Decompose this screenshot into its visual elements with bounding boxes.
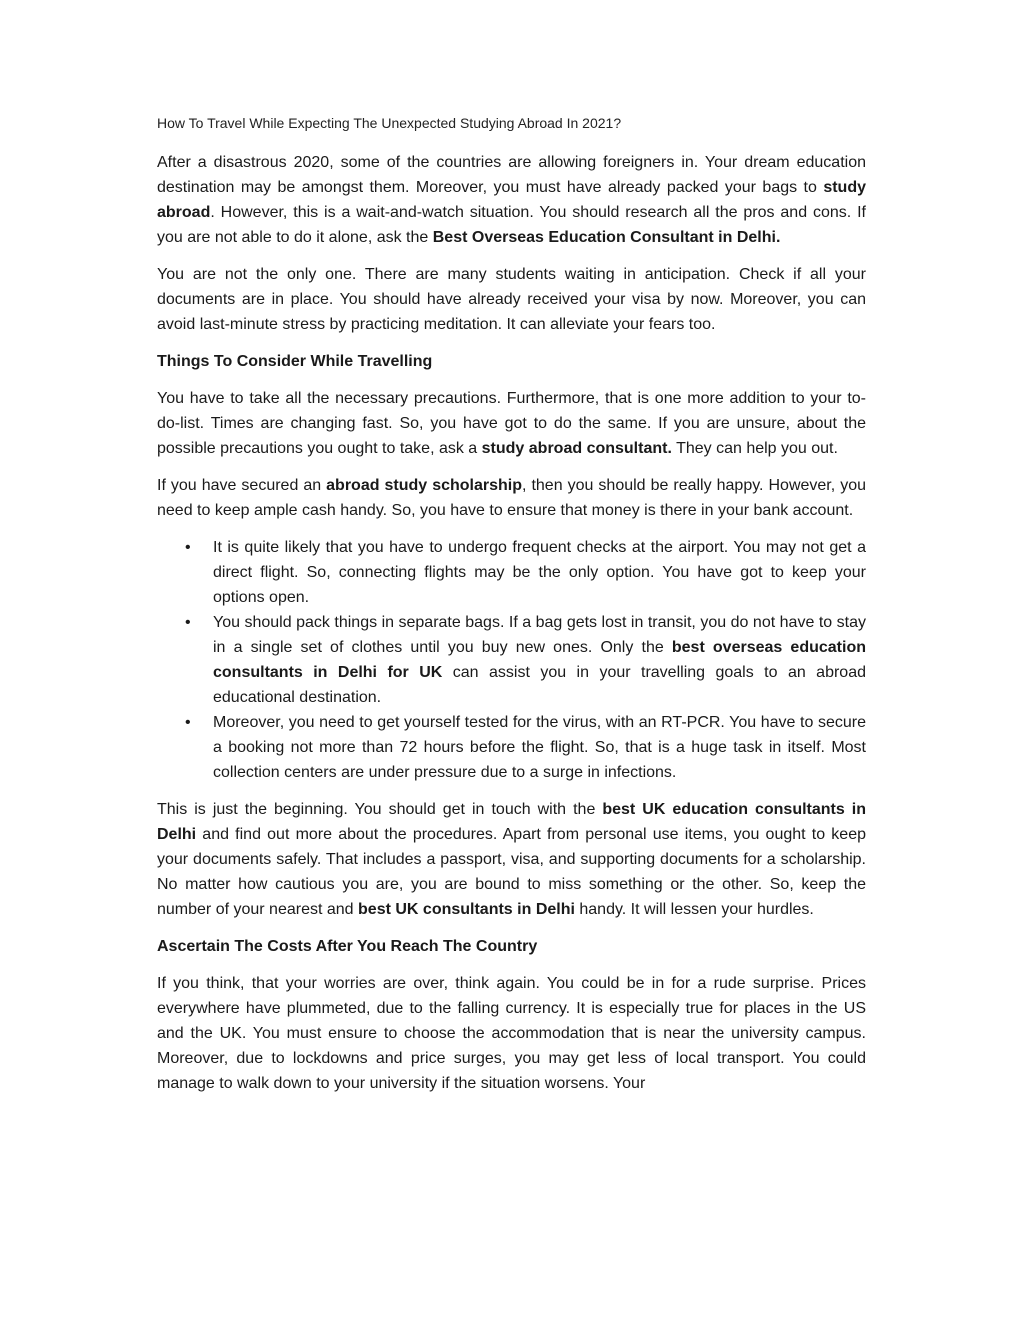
paragraph-costs: If you think, that your worries are over, think again. You could be in for a rude surprise. Prices everywhere have plummeted, due to the falling currency. It is especially true for places in the US and the UK. You must ensure to choose the accommodation that is near the university campus. Moreover, due to lockdowns and price surges, you may get less of local transport. You could manage to walk down to your university if the situation worsens. Your: [157, 975, 866, 1092]
paragraph-anticipation: You are not the only one. There are many students waiting in anticipation. Check if all your documents are in place. You should have already received your visa by now. Moreover, you can avoid last-minute stress by practicing meditation. It can alleviate your fears too.: [157, 266, 866, 333]
paragraph-text: and find out more about the procedures. Apart from personal use items, you ought to keep your documents safely. That includes a passport, visa, and supporting documents for a scholarship. No matter how cautious you are, you are bound to miss something or the other. So, keep the number of your nearest and: [157, 826, 866, 918]
paragraph-text: They can help you out.: [671, 440, 838, 457]
bullet-icon: •: [185, 539, 191, 556]
list-item: [185, 535, 866, 610]
bullet-list: [157, 535, 866, 785]
heading-things-to-consider: Things To Consider While Travelling: [157, 353, 433, 370]
list-item-text: It is quite likely that you have to undergo frequent checks at the airport. You may not get a direct flight. So, connecting flights may be the only option. You have got to keep your options open.: [213, 539, 866, 606]
keyword-best-uk-consultants: best UK consultants in Delhi: [358, 901, 575, 918]
bullet-icon: •: [185, 714, 191, 731]
bullet-icon: •: [185, 614, 191, 631]
list-item-text: can assist you in your travelling goals to an abroad educational destination.: [213, 664, 866, 706]
list-item: [185, 710, 866, 785]
paragraph-precautions: [157, 386, 866, 461]
paragraph-intro: [157, 150, 866, 250]
paragraph-text: handy. It will lessen your hurdles.: [574, 901, 814, 918]
paragraph-scholarship: [157, 473, 866, 523]
document-page: [157, 112, 866, 1108]
paragraph-text: , then you should be really happy. However, you need to keep ample cash handy. So, you have to ensure that money is there in your bank account.: [157, 477, 866, 519]
keyword-best-overseas-consultant: Best Overseas Education Consultant in Delhi.: [432, 229, 781, 246]
document-title: How To Travel While Expecting The Unexpected Studying Abroad In 2021?: [157, 115, 622, 131]
paragraph-text: If you have secured an: [157, 477, 327, 494]
keyword-best-uk-education-consultants: best UK education consultants in Delhi: [157, 801, 867, 843]
list-item: [185, 610, 866, 710]
list-item-text: You should pack things in separate bags. If a bag gets lost in transit, you do not have to stay in a single set of clothes until you buy new ones. Only the: [213, 614, 866, 656]
paragraph-beginning: [157, 797, 866, 922]
paragraph-text: . However, this is a wait-and-watch situation. You should research all the pros and cons. If you are not able to do it alone, ask the: [157, 204, 866, 246]
paragraph-text: After a disastrous 2020, some of the countries are allowing foreigners in. Your dream education destination may be amongst them. Moreover, you must have already packed your bags to: [157, 154, 866, 196]
paragraph-text: You have to take all the necessary precautions. Furthermore, that is one more addition to your to-do-list. Times are changing fast. So, you have got to do the same. If you are unsure, about the possible precautions you ought to take, ask a: [157, 390, 866, 457]
paragraph-text: This is just the beginning. You should get in touch with the: [157, 801, 603, 818]
keyword-study-abroad-consultant: study abroad consultant.: [481, 440, 672, 457]
keyword-study-abroad: study abroad: [157, 179, 866, 221]
keyword-abroad-study-scholarship: abroad study scholarship: [326, 477, 522, 494]
list-item-text: Moreover, you need to get yourself tested for the virus, with an RT-PCR. You have to secure a booking not more than 72 hours before the flight. So, that is a huge task in itself. Most collection centers are under pressure due to a surge in infections.: [213, 714, 866, 781]
heading-ascertain-costs: Ascertain The Costs After You Reach The Country: [157, 938, 538, 955]
keyword-best-overseas-consultants-uk: best overseas education consultants in Delhi for UK: [213, 639, 866, 681]
